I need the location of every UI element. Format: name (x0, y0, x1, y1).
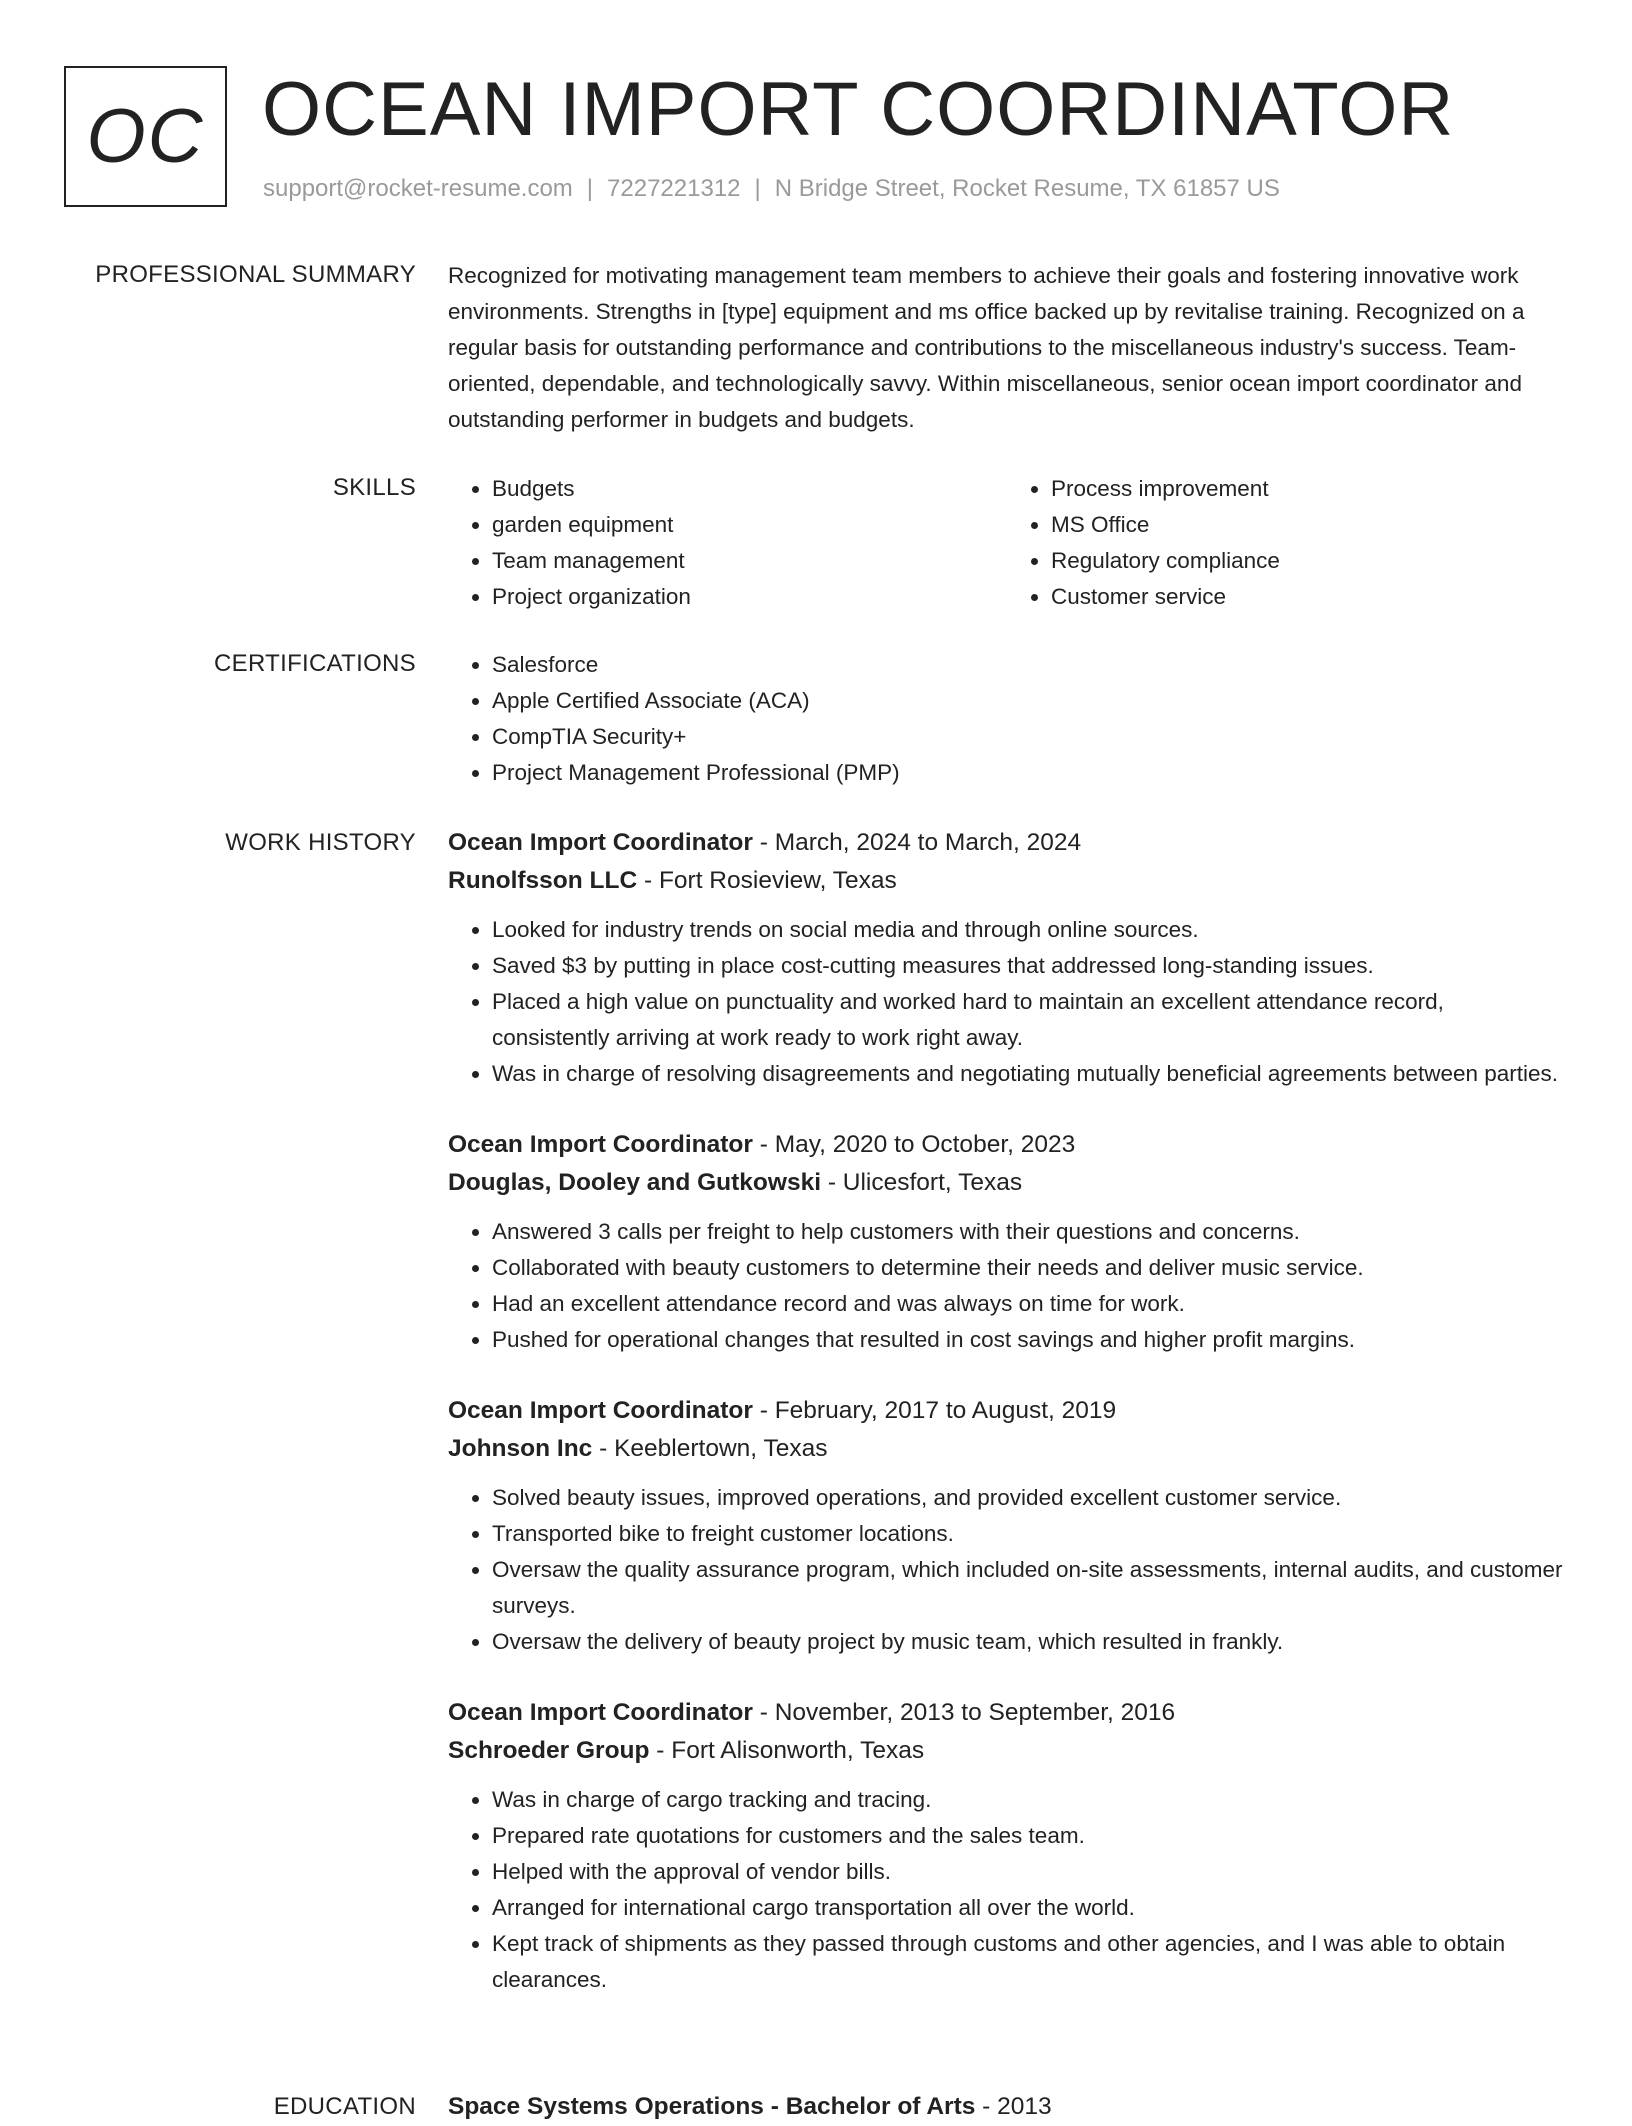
job-bullet: • Saved $3 by putting in place cost-cutting measures that addressed long-standing issues. (492, 948, 1566, 984)
job-bullets (448, 1214, 1566, 1358)
job-title: Ocean Import Coordinator (448, 1131, 753, 1158)
summary-content (448, 258, 1566, 438)
contact-separator: | (754, 175, 761, 202)
job-location: - Fort Rosieview, Texas (637, 867, 897, 894)
resume-header (64, 66, 1604, 211)
job-dates: - March, 2024 to March, 2024 (752, 829, 1082, 856)
job-bullet: • Pushed for operational changes that resulted in cost savings and higher profit margins. (492, 1322, 1566, 1358)
skills-label: SKILLS (332, 474, 416, 501)
job-bullet: • Arranged for international cargo transportation all over the world. (492, 1890, 1566, 1926)
skill-item: • Regulatory compliance (1051, 543, 1566, 579)
job-company-line (448, 862, 1566, 900)
certification-item: • Apple Certified Associate (ACA) (492, 683, 1566, 719)
education-year: - 2013 (975, 2093, 1052, 2120)
contact-phone: 7227221312 (607, 175, 741, 202)
job-title-line (448, 1126, 1566, 1164)
job-bullets (448, 1480, 1566, 1660)
job-bullet: • Oversaw the delivery of beauty project by music team, which resulted in frankly. (492, 1624, 1566, 1660)
job-entry (448, 1392, 1566, 1660)
job-bullet: • Had an excellent attendance record and was always on time for work. (492, 1286, 1566, 1322)
job-entry (448, 824, 1566, 1092)
job-company: Runolfsson LLC (448, 867, 638, 894)
job-bullet: • Transported bike to freight customer locations. (492, 1516, 1566, 1552)
contact-line (263, 174, 1280, 204)
certification-item: • Salesforce (492, 647, 1566, 683)
job-bullet: • Kept track of shipments as they passed through customs and other agencies, and I was able to obtain clearances. (492, 1926, 1566, 1998)
skills-list (448, 471, 1566, 615)
job-bullet: • Prepared rate quotations for customers and the sales team. (492, 1818, 1566, 1854)
job-bullet: • Was in charge of resolving disagreements and negotiating mutually beneficial agreements between parties. (492, 1056, 1566, 1092)
job-bullet: • Looked for industry trends on social media and through online sources. (492, 912, 1566, 948)
job-dates: - May, 2020 to October, 2023 (752, 1131, 1076, 1158)
summary-label: PROFESSIONAL SUMMARY (95, 261, 416, 288)
job-bullet: • Collaborated with beauty customers to determine their needs and deliver music service. (492, 1250, 1566, 1286)
certification-item: • CompTIA Security+ (492, 719, 1566, 755)
job-bullet: • Helped with the approval of vendor bills. (492, 1854, 1566, 1890)
job-bullet: • Answered 3 calls per freight to help customers with their questions and concerns. (492, 1214, 1566, 1250)
skills-column-right (1007, 471, 1566, 615)
contact-address: N Bridge Street, Rocket Resume, TX 61857 US (774, 175, 1280, 202)
job-title: Ocean Import Coordinator (448, 1699, 753, 1726)
skill-item: • garden equipment (492, 507, 1007, 543)
job-dates: - November, 2013 to September, 2016 (752, 1699, 1176, 1726)
job-bullets (448, 1782, 1566, 1998)
skill-item: • Process improvement (1051, 471, 1566, 507)
job-company: Johnson Inc (448, 1435, 593, 1462)
education-line (448, 2088, 1566, 2126)
job-company: Schroeder Group (448, 1737, 650, 1764)
education-label: EDUCATION (273, 2093, 416, 2120)
job-title-line (448, 824, 1566, 862)
job-title-line (448, 1392, 1566, 1430)
job-location: - Keeblertown, Texas (592, 1435, 828, 1462)
work-history-label: WORK HISTORY (225, 829, 416, 856)
certifications-label: CERTIFICATIONS (214, 650, 416, 677)
job-bullet: • Was in charge of cargo tracking and tracing. (492, 1782, 1566, 1818)
certifications-list (448, 647, 1566, 791)
job-dates: - February, 2017 to August, 2019 (752, 1397, 1117, 1424)
job-company-line (448, 1430, 1566, 1468)
job-location: - Ulicesfort, Texas (821, 1169, 1023, 1196)
job-location: - Fort Alisonworth, Texas (649, 1737, 925, 1764)
certifications-content (448, 647, 1566, 791)
job-bullet: • Solved beauty issues, improved operations, and provided excellent customer service. (492, 1480, 1566, 1516)
skill-item: • Budgets (492, 471, 1007, 507)
monogram: OC (64, 66, 227, 207)
skill-item: • Customer service (1051, 579, 1566, 615)
skill-item: • Project organization (492, 579, 1007, 615)
job-company-line (448, 1164, 1566, 1202)
job-company: Douglas, Dooley and Gutkowski (448, 1169, 822, 1196)
job-entry (448, 1694, 1566, 1998)
skill-item: • Team management (492, 543, 1007, 579)
job-title: Ocean Import Coordinator (448, 829, 753, 856)
education-content (448, 2088, 1566, 2126)
job-company-line (448, 1732, 1566, 1770)
summary-text: Recognized for motivating management team members to achieve their goals and fostering innovative work environments. Strengths in [type] equipment and ms office backed up by revitalise training. Recognized on a regular basis for outstanding performance and contributions to the miscellaneous industry's success. Team-oriented, dependable, and technologically savvy. Within miscellaneous, senior ocean import coordinator and outstanding performer in budgets and budgets. (448, 263, 1525, 432)
work-history-content (448, 824, 1566, 2032)
contact-separator: | (586, 175, 594, 202)
certification-item: • Project Management Professional (PMP) (492, 755, 1566, 791)
candidate-name: OCEAN IMPORT COORDINATOR (262, 67, 1455, 152)
job-bullets (448, 912, 1566, 1092)
skills-column-left (448, 471, 1007, 615)
job-title-line (448, 1694, 1566, 1732)
skill-item: • MS Office (1051, 507, 1566, 543)
contact-email: support@rocket-resume.com (263, 175, 573, 202)
job-entry (448, 1126, 1566, 1358)
education-degree: Space Systems Operations - Bachelor of Arts (448, 2093, 976, 2120)
job-bullet: • Placed a high value on punctuality and worked hard to maintain an excellent attendance record, consistently arriving at work ready to work right away. (492, 984, 1566, 1056)
job-bullet: • Oversaw the quality assurance program, which included on-site assessments, internal audits, and customer surveys. (492, 1552, 1566, 1624)
job-title: Ocean Import Coordinator (448, 1397, 753, 1424)
